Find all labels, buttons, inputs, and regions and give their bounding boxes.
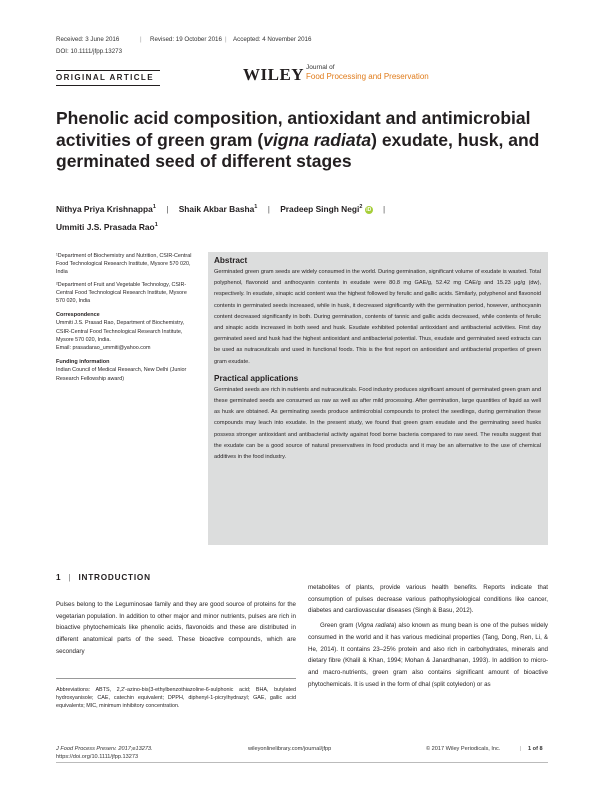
- intro-paragraph-3: Green gram (Vigna radiata) also known as mung bean is one of the pulses widely consumed in the world and it has various medicinal properties (Tang, Dong, Ren, Li, & He, 2014). It contains 23–25% protein and also rich in carbohydrates, minerals and dietary fibre (Khalil & Khan, 1994; Mohan & Janardhanan, 1993). In addition to micro- and macro-nutrients, green gram also contains significant amount of bioactive phytochemicals. It is used in the form of dhal (split cotyledon) or as: [308, 622, 548, 688]
- section-title: INTRODUCTION: [78, 573, 151, 582]
- article-type: ORIGINAL ARTICLE: [56, 73, 154, 82]
- affiliation-1: ¹Department of Biochemistry and Nutrition, CSIR-Central Food Technological Research Institute, Mysore 570 020, India: [56, 253, 192, 276]
- funding-text: Indian Council of Medical Research, New Delhi (Junior Research Fellowship award): [56, 367, 187, 382]
- meta-separator: |: [225, 36, 227, 43]
- footer-citation: J Food Process Preserv. 2017;e13273.: [56, 746, 153, 752]
- revised-date: Revised: 19 October 2016: [150, 36, 222, 43]
- title-line: Phenolic acid composition, antioxidant and antimicrobial: [56, 108, 531, 128]
- author-separator: |: [166, 204, 169, 214]
- funding-heading: Funding information: [56, 359, 110, 366]
- author-name[interactable]: Pradeep Singh Negi: [280, 204, 360, 214]
- abstract-box: [208, 252, 548, 545]
- author-name[interactable]: Shaik Akbar Basha: [178, 204, 255, 214]
- article-type-rule-top: [56, 70, 160, 71]
- abstract-heading: Abstract: [214, 256, 248, 265]
- practical-text: Germinated seeds are rich in nutrients and nutraceuticals. Food industry produces significant amount of germinated green gram and these germinated seeds are consumed as raw as well as after mild processing. After germination, large quantities of liquid as well as husk are obtained. As germinating seeds produce antimicrobial compounds to protect the seedlings, during germination these compounds may leach into exudate. In the present study, we found that green gram exudate and the germinating seed husks possess stronger antioxidant and antibacterial activity against food borne bacteria compared to raw seed. The results suggest that the exudate can be a good source of natural preservatives in food products and it may be an alternative to the use of chemical additives in the food industry.: [214, 386, 541, 461]
- abbreviations-footnote: Abbreviations: ABTS, 2,2'-azino-bis(3-ethylbenzothiazoline-6-sulphonic acid; BHA, butylated hydroxyanisole; CAE, catechin equivalent; DPPH, diphenyl-1-picrylhydrazyl; GAE, gallic acid equivalents; MIC, minimum inhibitory concentration.: [56, 687, 296, 710]
- correspondence-email[interactable]: Email: prasadarao_ummiti@yahoo.com: [56, 345, 151, 352]
- article-type-rule-bottom: [56, 85, 160, 86]
- article-title: [56, 108, 556, 173]
- section-separator: |: [68, 573, 72, 582]
- author-name[interactable]: Ummiti J.S. Prasada Rao: [56, 222, 155, 232]
- journal-name-line2: Food Processing and Preservation: [306, 72, 429, 81]
- journal-name-line1: Journal of: [306, 64, 335, 71]
- footnote-rule: [56, 678, 296, 679]
- received-date: Received: 3 June 2016: [56, 36, 120, 43]
- species-italic: vigna radiata: [263, 129, 372, 150]
- correspondence-heading: Correspondence: [56, 312, 100, 319]
- intro-heading: [56, 573, 151, 582]
- author-list-line2: Ummiti J.S. Prasada Rao$^1$: [56, 222, 158, 232]
- affiliations: [56, 252, 196, 383]
- section-number: 1: [56, 573, 62, 582]
- intro-paragraph-1: Pulses belong to the Leguminosae family and they are good source of proteins for the vegetarian population. In addition to other major and minor nutrients, pulses are rich in bioactive phytochemicals like phenolic acids, flavonoids and these are distributed in different anatomical parts of the seed. These bioactive compounds, which are secondary: [56, 601, 296, 655]
- affiliation-2: ²Department of Fruit and Vegetable Technology, CSIR-Central Food Technological Research Institute, Mysore 570 020, India: [56, 281, 187, 305]
- orcid-icon[interactable]: iD: [366, 207, 372, 213]
- publisher-logo: WILEY: [243, 65, 305, 84]
- intro-column-2: [308, 582, 548, 690]
- author-separator: |: [267, 204, 270, 214]
- doi[interactable]: DOI: 10.1111/jfpp.13273: [56, 48, 123, 55]
- footer-site-link[interactable]: wileyonlinelibrary.com/journal/jfpp: [248, 746, 332, 752]
- correspondence-text: Ummiti J.S. Prasad Rao, Department of Biochemistry, CSIR-Central Food Technological Research Institute, Mysore 570 020, India.: [56, 320, 185, 343]
- abstract-text: Germinated green gram seeds are widely consumed in the world. During germination, significant volume of exudate is wasted. Total polyphenol, flavonoid and anthocyanin contents in exudate were 80.8 mg GAE/g, 52.42 mg CAE/g and 15.23 μg/g (dw), respectively. In exudate, sinapic acid content was the highest followed by ferulic and gallic acids. Similarly, polyphenol and flavonoid contents in germinated seeds increased, while in husk, it decreased significantly with the germination period, however, anthocyanin content decreased significantly in both. During germination, contents of tannic and gallic acids decreased, while contents of ferulic and sinapic acids increased in both seed and husk. Exudate exhibited potential antioxidant and antibacterial activities. First day germinated seed and husk had the highest antioxidant and antibacterial potential. Thus, exudate and germinated seed extracts can be used as nutraceuticals and used in functional foods. This is the first report on antioxidant and antibacterial properties of green gram exudate.: [214, 269, 541, 365]
- author-name[interactable]: Nithya Priya Krishnappa: [56, 204, 153, 214]
- intro-paragraph-2: metabolites of plants, provide various health benefits. Reports indicate that consumption of pulses decrease various pathophysiological conditions like cancer, diabetes and cardiovascular diseases (Singh & Basu, 2012).: [308, 584, 548, 615]
- title-line: germinated seed of different stages: [56, 151, 352, 171]
- meta-separator: |: [140, 36, 142, 43]
- footer-separator: |: [520, 746, 522, 752]
- author-list: Nithya Priya Krishnappa$^1$ | Shaik Akbar Basha$^1$ | Pradeep Singh Negi$^2$ iD |: [56, 204, 386, 214]
- footer-rule: [56, 762, 548, 763]
- accepted-date: Accepted: 4 November 2016: [233, 36, 312, 43]
- footer-doi-link[interactable]: https://doi.org/10.1111/jfpp.13273: [56, 754, 139, 760]
- footer-copyright: © 2017 Wiley Periodicals, Inc.: [426, 746, 501, 752]
- practical-heading: Practical applications: [214, 373, 299, 383]
- title-line: activities of green gram (vigna radiata) exudate, husk, and: [56, 129, 540, 150]
- author-separator: |: [383, 204, 386, 214]
- page-number: 1 of 8: [528, 746, 543, 752]
